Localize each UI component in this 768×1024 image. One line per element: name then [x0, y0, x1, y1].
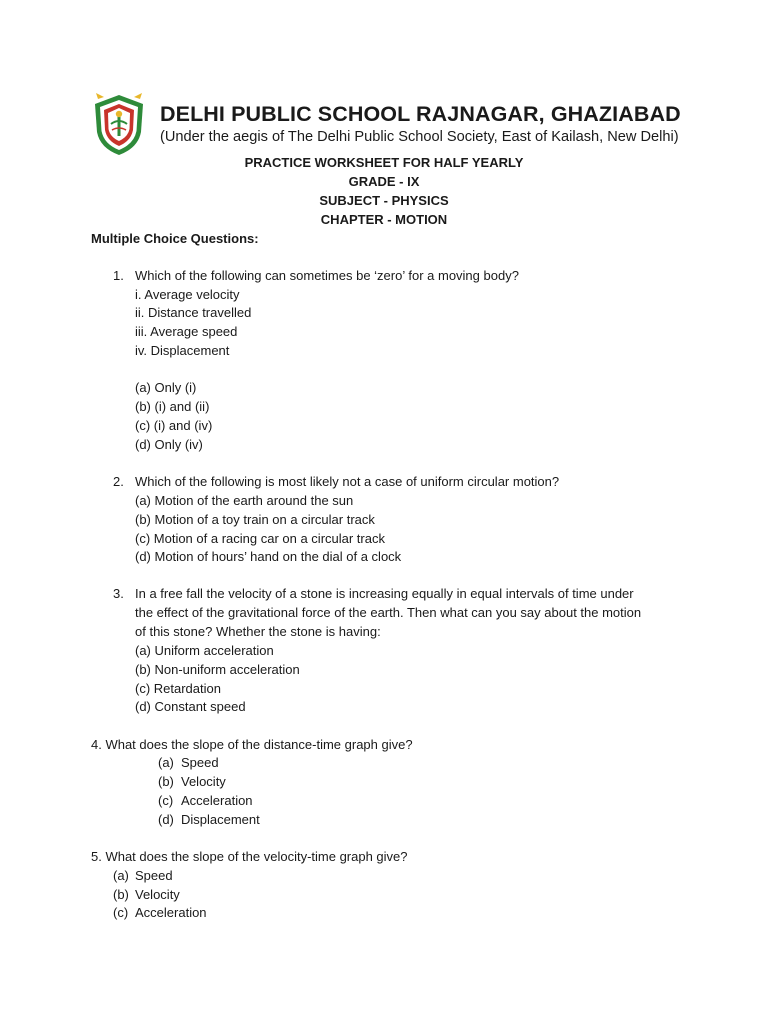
q5-option-text: Acceleration [135, 905, 207, 920]
q2-option: (b) Motion of a toy train on a circular track [135, 512, 375, 527]
q5-option-label: (a) [113, 868, 129, 883]
q1-option: (d) Only (iv) [135, 437, 203, 452]
worksheet-title: PRACTICE WORKSHEET FOR HALF YEARLY [244, 155, 524, 170]
q3-option: (c) Retardation [135, 681, 221, 696]
q4-option-text: Speed [181, 755, 219, 770]
q1-statement: i. Average velocity [135, 287, 240, 302]
q4-option-text: Displacement [181, 812, 260, 827]
q1-option: (b) (i) and (ii) [135, 399, 210, 414]
school-name: DELHI PUBLIC SCHOOL RAJNAGAR, GHAZIABAD [160, 102, 681, 126]
q3-option: (b) Non-uniform acceleration [135, 662, 300, 677]
grade-title: GRADE - IX [348, 174, 420, 189]
q4-option-label: (c) [158, 793, 174, 808]
school-subtitle: (Under the aegis of The Delhi Public School Society, East of Kailash, New Delhi) [160, 129, 679, 145]
q1-option: (c) (i) and (iv) [135, 418, 213, 433]
q3-text-line: of this stone? Whether the stone is having: [135, 624, 381, 639]
q4-option-label: (b) [158, 774, 174, 789]
q4-option-text: Acceleration [181, 793, 253, 808]
q5-option-text: Speed [135, 868, 173, 883]
q5-option-label: (b) [113, 887, 129, 902]
q5-option-text: Velocity [135, 887, 180, 902]
q3-text-line: In a free fall the velocity of a stone is increasing equally in equal intervals of time under [135, 586, 634, 601]
q3-option: (d) Constant speed [135, 699, 246, 714]
q2-number: 2. [113, 474, 124, 489]
q4-option-label: (a) [158, 755, 174, 770]
q1-statement: iii. Average speed [135, 324, 238, 339]
q4-option-text: Velocity [181, 774, 226, 789]
school-header [86, 88, 680, 158]
q2-option: (d) Motion of hours’ hand on the dial of a clock [135, 549, 402, 564]
q5-text: 5. What does the slope of the velocity-time graph give? [91, 849, 408, 864]
q3-number: 3. [113, 586, 124, 601]
q1-statement: ii. Distance travelled [135, 305, 252, 320]
section-heading: Multiple Choice Questions: [91, 231, 259, 246]
q1-number: 1. [113, 268, 124, 283]
q1-statement: iv. Displacement [135, 343, 230, 358]
chapter-title: CHAPTER - MOTION [320, 212, 448, 227]
q3-text-line: the effect of the gravitational force of the earth. Then what can you say about the motion [135, 605, 642, 620]
q2-option: (c) Motion of a racing car on a circular track [135, 531, 385, 546]
q2-text: Which of the following is most likely not a case of uniform circular motion? [135, 474, 560, 489]
q2-option: (a) Motion of the earth around the sun [135, 493, 354, 508]
q4-text: 4. What does the slope of the distance-time graph give? [91, 737, 413, 752]
q4-option-label: (d) [158, 812, 174, 827]
school-crest-logo [90, 92, 148, 158]
subject-title: SUBJECT - PHYSICS [319, 193, 449, 208]
q1-text: Which of the following can sometimes be ‘zero’ for a moving body? [135, 268, 519, 283]
q3-option: (a) Uniform acceleration [135, 643, 274, 658]
q1-option: (a) Only (i) [135, 380, 197, 395]
q5-option-label: (c) [113, 905, 129, 920]
